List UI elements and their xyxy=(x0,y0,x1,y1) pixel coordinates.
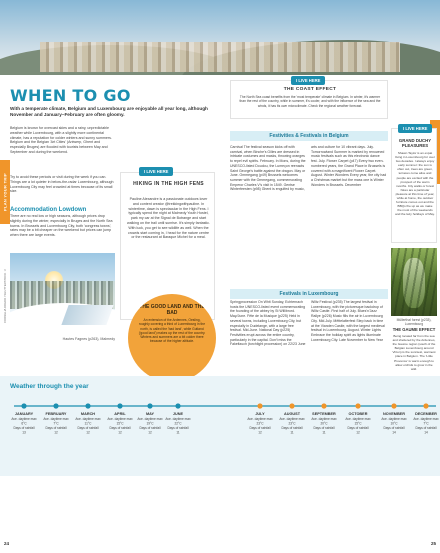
coast-body: The North Sea coast benefits from the 'most temperate' climate in Belgium. In winter, it's warmer than the rest of the country, while in summer, it's cooler, and with the influence of the sea and the winds, it has its own microclimate. Check the regional weather forecast. xyxy=(239,95,381,108)
month-label: DECEMBER xyxy=(415,412,437,416)
page-title: WHEN TO GO xyxy=(10,86,131,105)
max-value: 15°C xyxy=(116,421,124,426)
hautes-fagnes-photo xyxy=(10,253,115,335)
month-marker xyxy=(175,403,180,408)
photo-caption: Hautes Fagnes (p263), Malmedy xyxy=(62,337,115,341)
good-bad-body: An extension of the Ardennes, Oesling, roughly covering a third of Luxembourg in the north, is called the 'bad land', while Gutland ('good land') makes up the rest of the country. Winters and summers are a bit colder there because of the higher altitude. xyxy=(138,318,206,344)
max-value: 19°C xyxy=(146,421,154,426)
month-label: AUGUST xyxy=(283,412,301,416)
intro-paragraph-1: Belgium is known for overcast skies and a rainy, unpredictable weather while Luxembourg, with a slightly more continental climate, has a reputation for colder winters and sunny summers. Belgium and the Belgian 'Art Cities' (Antwerp, Ghent and especially Bruges) are flooded with tourists between May and September and during the weekend. xyxy=(10,126,112,154)
rain-label: Days of rainfall xyxy=(13,426,35,430)
max-label: Ave. daytime max xyxy=(247,417,273,421)
month-marker xyxy=(85,403,90,408)
max-value: 20°C xyxy=(320,421,328,426)
month-marker xyxy=(289,403,294,408)
gaume-body: Being located far from the sea and sheltered by the Ardennes, the Gaume region (south of the Belgian Luxembourg around Virton) is the sunniest, warmest place in Belgium. The 'Little Provence' is warm enough to allow orchids to grow in the wild. xyxy=(392,334,436,371)
i-live-here-tag: I LIVE HERE xyxy=(398,124,432,133)
month-marker xyxy=(423,403,428,408)
rain-value: 12 xyxy=(356,430,360,435)
i-live-here-tag: I LIVE HERE xyxy=(291,76,325,85)
side-tab-plan: PLAN YOUR TRIP xyxy=(0,160,10,224)
hero-town xyxy=(40,42,400,72)
month-marker xyxy=(355,403,360,408)
max-label: Ave. daytime max xyxy=(279,417,305,421)
accommodation-paragraph: There are no real low or high seasons, although prices drop slightly during the winter, especially in Bruges and the North Sea towns. In Brussels and Luxembourg City, both 'congress towns', rates may be a bit cheaper on the weekend but prices can jump when there are large events. xyxy=(10,214,113,238)
max-label: Ave. daytime max xyxy=(413,417,439,421)
max-label: Ave. daytime max xyxy=(311,417,337,421)
month-label: JUNE xyxy=(172,412,184,416)
max-value: 6°C xyxy=(21,421,27,426)
belgium-col-2: arts and culture for 10 vibrant days. July. Tomorrowland Summer is marked by renowned music festivals such as this electronic dance fest. July. Flower Carpet (p47) Every two even-numbered years, the Grand Place in Brussels is covered with a magnificent Flower Carpet. August. Winter Wonders Every year, the city had a Christmas market but the mass one is Winter Wonders in Brussels. December xyxy=(311,145,387,187)
lux-col-1: Springprocession On Whit Sunday, Echternach hosts the UNESCO-listed event commemorating the founding of the abbey by St Willibrord. May/June. Fête de la Musique (p225) Held in several towns, including Luxembourg City, but especially in Dudelange, with a large free festival. Mid-June. National Day (p225) Festivities erupt across the entire country, particularly in the capital. Don't miss the Fakeltzuch (torchlight procession) on 22/23 June xyxy=(230,300,306,347)
max-value: 22°C xyxy=(174,421,182,426)
grand-duchy-title: GRAND DUCHY PLEASURES xyxy=(398,138,432,149)
rain-label: Days of rainfall xyxy=(167,426,189,430)
month-label: MARCH xyxy=(80,412,96,416)
max-label: Ave. daytime max xyxy=(345,417,371,421)
rain-label: Days of rainfall xyxy=(77,426,99,430)
rain-value: 14 xyxy=(392,430,396,435)
month-marker xyxy=(257,403,262,408)
mullerthal-photo xyxy=(391,248,437,316)
hiking-title: HIKING IN THE HIGH FENS xyxy=(133,181,204,187)
month-marker xyxy=(53,403,58,408)
grand-duchy-body: Shawn Taylor is an expat living in Luxembourg for over two decades. I always enjoy early summer: the sun is often out, trees are green, terraces come alive and people are excited with the prospect of the warm months. City walks or forest hikes are a particular pleasure at this time of year, while at home, the outdoor furniture comes out and the BBQs fire up as we make the most of the weekends and the lazy holidays of May. xyxy=(395,151,435,217)
photo-credit: CORNELIA DOERR / SHUTTERSTOCK © xyxy=(3,268,7,323)
max-value: 23°C xyxy=(288,421,296,426)
month-marker xyxy=(321,403,326,408)
hiking-body: Pauline Alexandre is a passionate outdoors lover and content creator @trekkingwithpauline. In wintertime, dawn is spectacular in the High Fens. I typically spend the night at Malmedy Youth Hostel, park my car at the Signal de Botrange and start walking on the trail until sunrise. It's simply fantastic. With luck, you get to see wildlife as well. When the crowds start coming in, I head for the nature centre or the restaurant at Baraque Michel for a meal. xyxy=(127,197,210,240)
rain-value: 11 xyxy=(176,430,180,435)
belgium-festivals-heading: Festivities & Festivals in Belgium xyxy=(230,131,388,141)
rain-label: Days of rainfall xyxy=(415,426,437,430)
coast-title: THE COAST EFFECT xyxy=(283,87,337,92)
rain-label: Days of rainfall xyxy=(313,426,335,430)
rain-label: Days of rainfall xyxy=(383,426,405,430)
max-value: 15°C xyxy=(354,421,362,426)
month-marker xyxy=(147,403,152,408)
max-value: 7°C xyxy=(423,421,429,426)
rain-value: 12 xyxy=(118,430,122,435)
belgium-col-1: Carnival The festival season kicks off with carnival, when Binche's Gilles are dressed in intricate costumes and masks, throwing oranges to repel evil spirits. February. In Mons, during the UNESCO-listed Doudou, the Lumeçon reenacts Saint George's battle against the dragon. May or June. Ommegang (p49) Brussels welcomes summer with the Ommegang, commemorating Emperor Charles V's visit in 1549. Gentse Winterfeesten (p98) Ghent is engulfed by music, xyxy=(230,145,306,192)
rain-label: Days of rainfall xyxy=(109,426,131,430)
month-label: SEPTEMBER xyxy=(312,412,336,416)
max-label: Ave. daytime max xyxy=(75,417,101,421)
rain-value: 12 xyxy=(258,430,262,435)
rain-label: Days of rainfall xyxy=(139,426,161,430)
month-marker xyxy=(21,403,26,408)
max-value: 23°C xyxy=(256,421,264,426)
month-label: MAY xyxy=(145,412,155,416)
rain-value: 13 xyxy=(22,430,26,435)
weather-title: Weather through the year xyxy=(10,383,89,390)
intro-paragraph-2: Try to avoid these periods or visit during the week if you can. Things are a lot quieter in below-the-radar Luxembourg, although Luxembourg City may feel crowded at times because of its small size. xyxy=(10,175,114,194)
max-value: 7°C xyxy=(53,421,59,426)
page-number-right: 25 xyxy=(430,541,436,546)
good-bad-callout xyxy=(128,294,216,382)
month-label: APRIL xyxy=(114,412,126,416)
rain-label: Days of rainfall xyxy=(45,426,67,430)
i-live-here-tag: I LIVE HERE xyxy=(139,167,173,176)
rain-value: 12 xyxy=(148,430,152,435)
weather-chart xyxy=(0,396,440,466)
month-marker xyxy=(117,403,122,408)
rain-value: 14 xyxy=(424,430,428,435)
max-label: Ave. daytime max xyxy=(11,417,37,421)
max-label: Ave. daytime max xyxy=(137,417,163,421)
rain-value: 12 xyxy=(86,430,90,435)
lux-col-2: Wiltz Festival (p235) The largest festival in Luxembourg, with the picturesque backdrop of Wiltz Castle. First half of July. Blues'n'Jazz Rallye (p226) Music fills the air in Luxembourg City. Mid-July. Mëttelalterfest Step back in time at the Vianden Castle, with the largest medieval festival in Luxembourg. August. Winter Lights Embrace the holiday spirit as lights illuminate Luxembourg City. Late November to New Year xyxy=(311,300,385,342)
month-label: JULY xyxy=(255,412,265,416)
max-label: Ave. daytime max xyxy=(165,417,191,421)
lede: With a temperate climate, Belgium and Luxembourg are enjoyable all year long, although November and January–February are often gloomy. xyxy=(10,106,208,117)
max-value: 11°C xyxy=(84,421,92,426)
rain-value: 11 xyxy=(290,430,294,435)
coast-box xyxy=(230,80,388,119)
mullerthal-caption: Müllerthal forest (p233), Luxembourg xyxy=(396,318,432,327)
month-label: JANUARY xyxy=(14,412,34,416)
grand-duchy-box xyxy=(391,128,437,243)
accommodation-heading: Accommodation Lowdown xyxy=(10,207,87,213)
rain-value: 11 xyxy=(322,430,326,435)
max-label: Ave. daytime max xyxy=(43,417,69,421)
max-value: 10°C xyxy=(390,421,398,426)
rain-label: Days of rainfall xyxy=(249,426,271,430)
month-marker xyxy=(391,403,396,408)
rain-label: Days of rainfall xyxy=(281,426,303,430)
luxembourg-festivals-heading: Festivals in Luxembourg xyxy=(230,289,388,299)
rain-value: 12 xyxy=(54,430,58,435)
max-label: Ave. daytime max xyxy=(107,417,133,421)
page-number-left: 24 xyxy=(4,541,10,546)
gaume-title: THE GAUME EFFECT xyxy=(392,327,436,332)
month-label: NOVEMBER xyxy=(383,412,405,416)
max-label: Ave. daytime max xyxy=(381,417,407,421)
month-label: OCTOBER xyxy=(348,412,368,416)
good-bad-title: THE GOOD LAND AND THE BAD xyxy=(139,304,205,316)
hero-photo xyxy=(0,0,440,75)
month-label: FEBRUARY xyxy=(45,412,67,416)
rain-label: Days of rainfall xyxy=(347,426,369,430)
